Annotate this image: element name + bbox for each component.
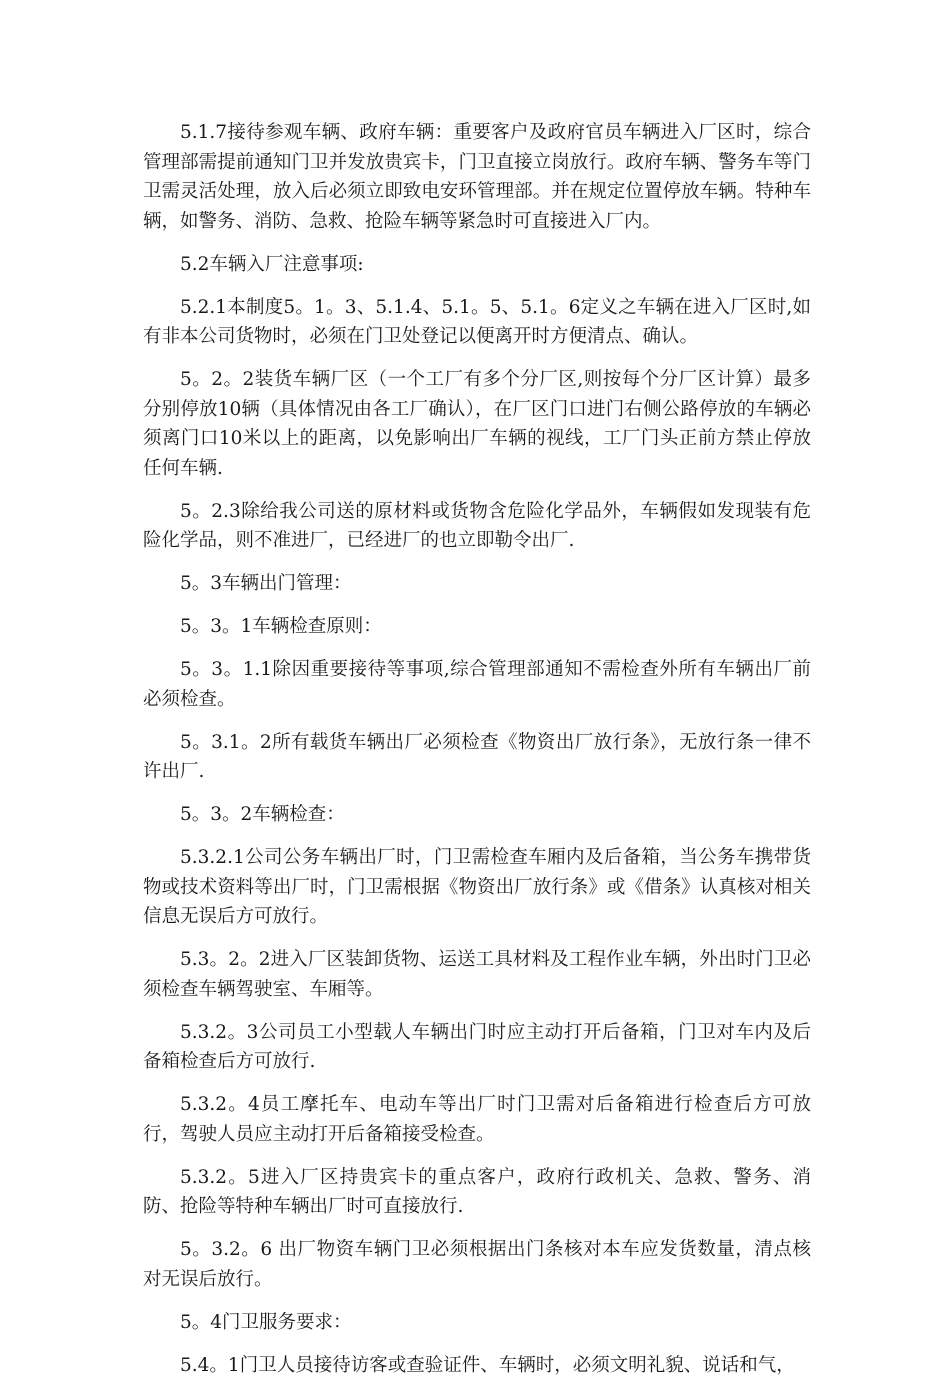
paragraph-5-2-heading: 5.2车辆入厂注意事项:: [180, 253, 364, 275]
paragraph-5-4-1: 5.4。1门卫人员接待访客或查验证件、车辆时，必须文明礼貌、说话和气，: [180, 1354, 795, 1376]
paragraph-5-3-2-1: 5.3.2.1公司公务车辆出厂时，门卫需检查车厢内及后备箱，当公务车携带货物或技术资料等出厂时，门卫需根据《物资出厂放行条》或《借条》认真核对相关信息无误后方可放行。: [143, 847, 811, 927]
paragraph-5-3-1-heading: 5。3。1车辆检查原则：: [180, 616, 382, 637]
paragraph-5-2-1: 5.2.1本制度5。1。3、5.1.4、5.1。5、5.1。6定义之车辆在进入厂区时,如有非本公司货物时，必须在门卫处登记以便离开时方便清点、确认。: [143, 296, 811, 347]
paragraph-5-3-2-heading: 5。3。2车辆检查：: [180, 804, 345, 825]
document-body: [143, 118, 811, 1394]
paragraph-5-2-3: 5。2.3除给我公司送的原材料或货物含危险化学品外，车辆假如发现装有危险化学品，则不准进厂，已经进厂的也立即勒令出厂.: [143, 500, 811, 551]
paragraph-5-3-heading: 5。3车辆出门管理：: [180, 573, 352, 594]
paragraph-5-3-2-4: 5.3.2。4员工摩托车、电动车等出厂时门卫需对后备箱进行检查后方可放行，驾驶人员应主动打开后备箱接受检查。: [143, 1094, 811, 1145]
paragraph-5-3-2-2: 5.3。2。2进入厂区装卸货物、运送工具材料及工程作业车辆，外出时门卫必须检查车辆驾驶室、车厢等。: [143, 949, 811, 1000]
paragraph-5-2-2: 5。2。2装货车辆厂区（一个工厂有多个分厂区,则按每个分厂区计算）最多分别停放10辆（具体情况由各工厂确认），在厂区门口进门右侧公路停放的车辆必须离门口10米以上的距离，以免影响出厂车辆的视线，工厂门头正前方禁止停放任何车辆.: [143, 369, 811, 479]
paragraph-5-3-2-6: 5。3.2。6 出厂物资车辆门卫必须根据出门条核对本车应发货数量，清点核对无误后放行。: [143, 1239, 811, 1290]
paragraph-5-4-heading: 5。4门卫服务要求：: [180, 1311, 352, 1333]
paragraph-5-3-1-1: 5。3。1.1除因重要接待等事项,综合管理部通知不需检查外所有车辆出厂前必须检查。: [143, 659, 811, 710]
paragraph-5-3-2-3: 5.3.2。3公司员工小型载人车辆出门时应主动打开后备箱，门卫对车内及后备箱检查后方可放行.: [143, 1021, 811, 1072]
paragraph-5-3-2-5: 5.3.2。5进入厂区持贵宾卡的重点客户，政府行政机关、急救、警务、消防、抢险等特种车辆出厂时可直接放行.: [143, 1166, 811, 1217]
paragraph-5-1-7: 5.1.7接待参观车辆、政府车辆：重要客户及政府官员车辆进入厂区时，综合管理部需提前通知门卫并发放贵宾卡，门卫直接立岗放行。政府车辆、警务车等门卫需灵活处理，放入后必须立即致电安环管理部。并在规定位置停放车辆。特种车辆，如警务、消防、急救、抢险车辆等紧急时可直接进入厂内。: [143, 122, 811, 232]
paragraph-5-3-1-2: 5。3.1。2所有载货车辆出厂必须检查《物资出厂放行条》，无放行条一律不许出厂.: [143, 731, 811, 782]
